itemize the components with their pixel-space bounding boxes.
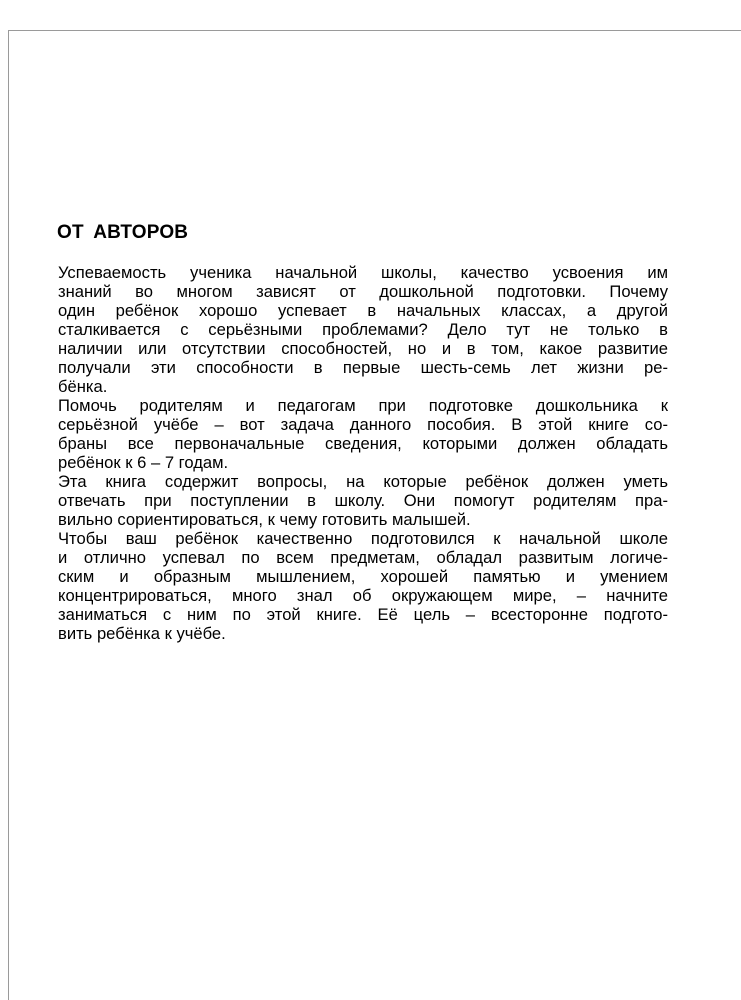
text-line: наличии или отсутствии способностей, но и в том, какое развитие (58, 339, 668, 358)
text-line: концентрироваться, много знал об окружающем мире, – начните (58, 586, 668, 605)
text-line: один ребёнок хорошо успевает в начальных классах, а другой (58, 301, 668, 320)
text-line: ребёнок к 6 – 7 годам. (58, 453, 229, 472)
text-line: сталкивается с серьёзными проблемами? Дело тут не только в (58, 320, 668, 339)
text-line: ским и образным мышлением, хорошей памятью и умением (58, 567, 668, 586)
text-line: получали эти способности в первые шесть-семь лет жизни ре- (58, 358, 668, 377)
text-line: Чтобы ваш ребёнок качественно подготовился к начальной школе (58, 529, 668, 548)
text-line: серьёзной учёбе – вот задача данного пособия. В этой книге со- (58, 415, 668, 434)
text-line: Эта книга содержит вопросы, на которые ребёнок должен уметь (58, 472, 668, 491)
body-text (58, 263, 668, 643)
page-border-left (8, 30, 9, 1000)
text-line: заниматься с ним по этой книге. Её цель – всесторонне подгото- (58, 605, 668, 624)
text-line: отвечать при поступлении в школу. Они помогут родителям пра- (58, 491, 668, 510)
text-line: и отлично успевал по всем предметам, обладал развитым логиче- (58, 548, 668, 567)
text-line: вильно сориентироваться, к чему готовить малышей. (58, 510, 471, 529)
text-line: знаний во многом зависят от дошкольной подготовки. Почему (58, 282, 668, 301)
text-line: вить ребёнка к учёбе. (58, 624, 226, 643)
page-border-top (8, 30, 741, 31)
text-line: Успеваемость ученика начальной школы, качество усвоения им (58, 263, 668, 282)
text-line: бёнка. (58, 377, 108, 396)
text-line: браны все первоначальные сведения, которыми должен обладать (58, 434, 668, 453)
section-heading: ОТ АВТОРОВ (57, 222, 189, 243)
text-line: Помочь родителям и педагогам при подготовке дошкольника к (58, 396, 668, 415)
